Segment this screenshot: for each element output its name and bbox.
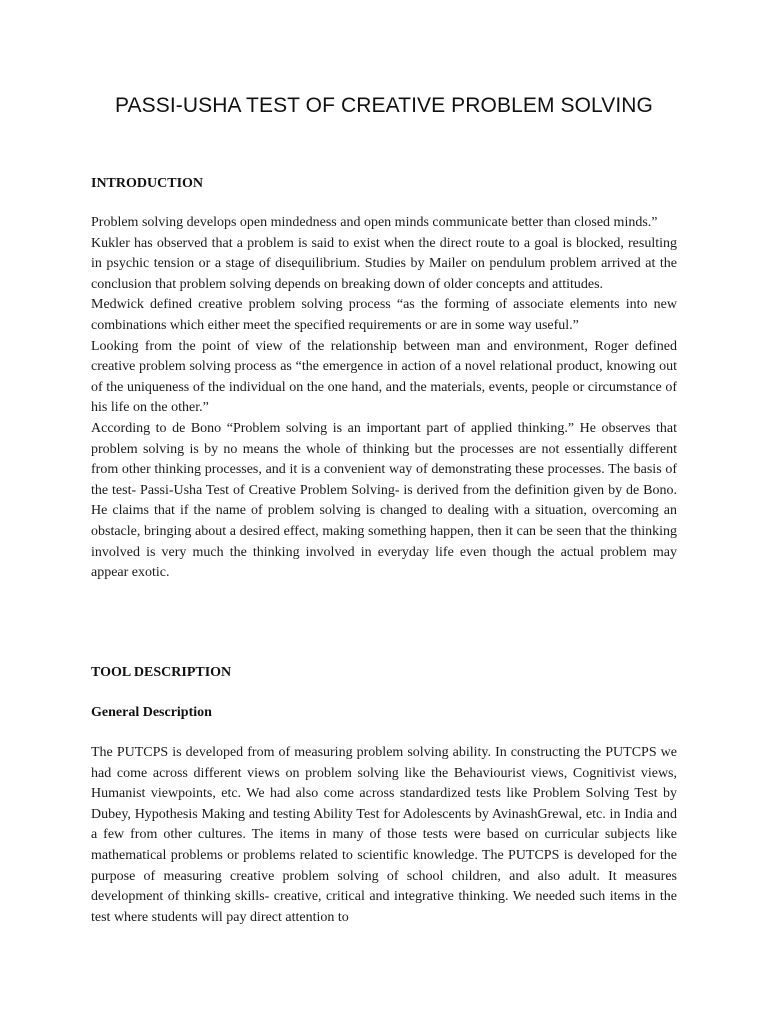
- general-description-body: [91, 743, 677, 928]
- general-description-subheading: General Description: [91, 705, 212, 720]
- introduction-heading: INTRODUCTION: [91, 176, 204, 191]
- introduction-paragraph: Looking from the point of view of the relationship between man and environment, Roger defined creative problem solving process as “the emergence in action of a novel relational product, knowing out of the uniqueness of the individual on the one hand, and the materials, events, people or circumstance of his life on the other.”: [91, 338, 677, 416]
- introduction-paragraph: According to de Bono “Problem solving is an important part of applied thinking.” He observes that problem solving is by no means the whole of thinking but the processes are not essentially different from other thinking processes, and it is a convenient way of demonstrating these processes. The basis of the test- Passi-Usha Test of Creative Problem Solving- is derived from the definition given by de Bono. He claims that if the name of problem solving is changed to dealing with a situation, overcoming an obstacle, bringing about a desired effect, making something happen, then it can be seen that the thinking involved is very much the thinking involved in everyday life even though the actual problem may appear exotic.: [91, 420, 677, 581]
- introduction-paragraph: Kukler has observed that a problem is said to exist when the direct route to a goal is blocked, resulting in psychic tension or a stage of disequilibrium. Studies by Mailer on pendulum problem arrived at the conclusion that problem solving depends on breaking down of older concepts and attitudes.: [91, 235, 677, 292]
- introduction-body: [91, 213, 677, 584]
- general-description-paragraph: The PUTCPS is developed from of measuring problem solving ability. In constructing the PUTCPS we had come across different views on problem solving like the Behaviourist views, Cognitivist views, Humanist viewpoints, etc. We had also come across standardized tests like Problem Solving Test by Dubey, Hypothesis Making and testing Ability Test for Adolescents by AvinashGrewal, etc. in India and a few from other cultures. The items in many of those tests were based on curricular subjects like mathematical problems or problems related to scientific knowledge. The PUTCPS is developed for the purpose of measuring creative problem solving of school children, and also adult. It measures development of thinking skills- creative, critical and integrative thinking. We needed such items in the test where students will pay direct attention to: [91, 745, 677, 925]
- introduction-paragraph: Problem solving develops open mindedness and open minds communicate better than closed minds.”: [91, 215, 658, 230]
- introduction-paragraph: Medwick defined creative problem solving process “as the forming of associate elements into new combinations which either meet the specified requirements or are in some way useful.”: [91, 297, 677, 333]
- tool-description-heading: TOOL DESCRIPTION: [91, 665, 232, 680]
- page-title: PASSI-USHA TEST OF CREATIVE PROBLEM SOLVING: [115, 94, 653, 117]
